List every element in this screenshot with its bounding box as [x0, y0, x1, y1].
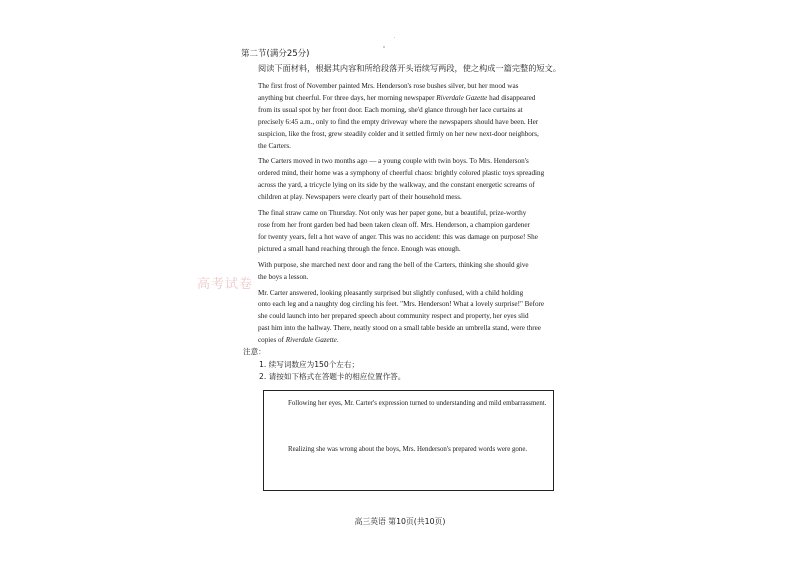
passage-paragraph-5	[243, 288, 555, 348]
passage-text: .	[336, 336, 339, 345]
passage-line: The first frost of November painted Mrs. Henderson's rose bushes silver, but her mood was	[258, 82, 519, 90]
passage-line: across the yard, a tricycle lying on its side by the walkway, and the constant energetic screams of	[258, 181, 535, 190]
answer-box	[263, 390, 554, 491]
newspaper-title: Riverdale Gazette	[285, 336, 337, 345]
passage-line: The final straw came on Thursday. Not only was her paper gone, but a beautiful, prize-worthy	[258, 209, 527, 218]
passage-line: onto each leg and a naughty dog circling his feet. "Mrs. Henderson! What a lovely surprise!" Before	[258, 300, 545, 309]
passage-text: copies of	[258, 336, 286, 345]
section-title: 第二节(满分25分)	[241, 49, 310, 59]
passage-line: With purpose, she marched next door and rang the bell of the Carters, thinking she should give	[258, 260, 529, 269]
continuation-opening-1: Following her eyes, Mr. Carter's expression turned to understanding and mild embarrassment.	[288, 400, 547, 407]
reading-passage	[243, 81, 555, 347]
section-instruction: 阅读下面材料，根据其内容和所给段落开头语续写两段，使之构成一篇完整的短文。	[258, 63, 561, 73]
page-footer: 高三英语 第10页(共10页)	[354, 517, 446, 526]
passage-paragraph-4	[243, 260, 555, 284]
passage-paragraph-3	[243, 208, 555, 256]
newspaper-title: Riverdale Gazette	[436, 93, 488, 102]
passage-line: she could launch into her prepared speech about community respect and property, her eyes slid	[258, 312, 529, 321]
note-item-2: 2. 请按如下格式在答题卡的相应位置作答。	[259, 372, 406, 381]
passage-line	[243, 93, 555, 105]
passage-line: from its usual spot by her front door. Each morning, she'd glance through her lace curtains at	[258, 105, 523, 114]
passage-line: past him into the hallway. There, neatly stood on a small table beside an umbrella stand, were three	[258, 324, 541, 333]
passage-line: precisely 6:45 a.m., only to find the empty driveway where the newspapers should have been. Her	[258, 117, 539, 126]
notes-section	[243, 346, 405, 384]
continuation-opening-2: Realizing she was wrong about the boys, Mrs. Henderson's prepared words were gone.	[288, 446, 528, 453]
passage-line: for twenty years, felt a hot wave of anger. This was no accident: this was damage on purpose! She	[258, 232, 538, 241]
scan-speck	[394, 37, 395, 38]
passage-paragraph-2	[243, 156, 555, 204]
passage-line: rose from her front garden bed had been taken clean off. Mrs. Henderson, a champion gardener	[258, 220, 530, 229]
watermark: 高考试卷	[197, 277, 254, 292]
notes-label: 注意：	[243, 347, 266, 356]
passage-line: The Carters moved in two months ago — a young couple with twin boys. To Mrs. Henderson's	[258, 157, 529, 166]
passage-line: ordered mind, their home was a symphony of cheerful chaos: brightly colored plastic toys spreading	[258, 169, 545, 178]
passage-line: the boys a lesson.	[258, 272, 309, 281]
passage-line: Mr. Carter answered, looking pleasantly surprised but slightly confused, with a child holding	[258, 288, 524, 297]
note-item-1: 1. 续写词数应为150个左右；	[259, 359, 360, 369]
passage-text: had disappeared	[487, 93, 536, 102]
passage-paragraph-1	[243, 81, 555, 152]
passage-line: the Carters.	[258, 141, 291, 150]
scan-speck	[383, 46, 385, 48]
passage-line: suspicion, like the frost, grew steadily colder and it settled firmly on her new next-door neighbors,	[258, 129, 539, 138]
passage-line: children at play. Newspapers were clearly part of their household mess.	[258, 193, 462, 202]
passage-text: anything but cheerful. For three days, her morning newspaper	[258, 93, 437, 102]
passage-line: pictured a small hand reaching through the fence. Enough was enough.	[258, 244, 461, 253]
